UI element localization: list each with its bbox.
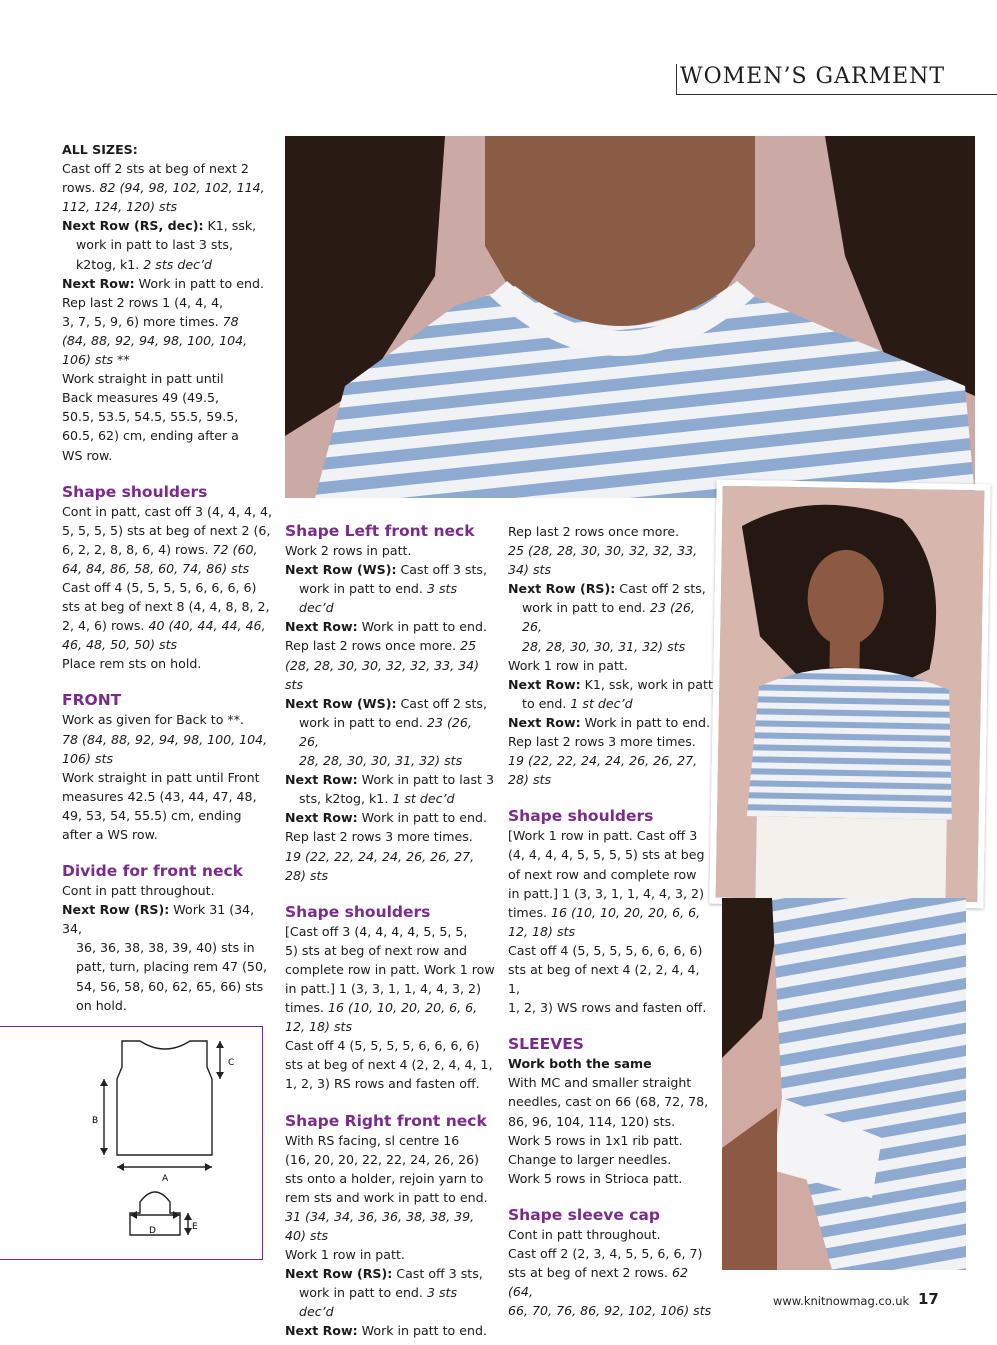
text-line: Back measures 49 (49.5, — [62, 390, 220, 406]
text-line: work in patt to end. — [299, 1285, 427, 1301]
stitch-count: 1 st dec’d — [570, 695, 633, 711]
text-line: Cast off 2 (2, 3, 4, 5, 5, 6, 6, 7) — [508, 1246, 703, 1261]
stitch-count: (84, 88, 92, 94, 98, 100, 104, — [62, 332, 248, 348]
stitch-count: 19 (22, 22, 24, 24, 26, 26, 27, — [508, 753, 698, 769]
text-line: Work straight in patt until — [62, 371, 224, 387]
row-label: Next Row (WS): — [285, 695, 397, 711]
text-line: WS row. — [62, 447, 113, 463]
text-line: work in patt to end. — [299, 714, 427, 730]
stitch-count: 64, 84, 86, 58, 60, 74, 86) sts — [62, 560, 250, 576]
stitch-count: 25 — [460, 638, 477, 654]
stitch-count: 28) sts — [508, 772, 552, 788]
text-line: of next row and complete row — [508, 866, 697, 882]
text-line: Work in patt to end. — [580, 714, 710, 730]
text-line: Work in patt to end. — [357, 810, 487, 826]
text-line: work in patt to end. — [522, 600, 650, 616]
text-line: [Work 1 row in patt. Cast off 3 — [508, 828, 698, 844]
text-line: times. — [285, 1000, 329, 1016]
text-line: Work in patt to end. — [357, 1323, 487, 1339]
section-title: WOMEN’S GARMENT — [680, 64, 946, 89]
label-e: E — [192, 1222, 198, 1232]
row-label: Next Row: — [285, 810, 358, 826]
text-line: work in patt to end. — [299, 581, 427, 597]
text-line: Work in patt to last 3 — [357, 772, 494, 788]
stitch-count: 34) sts — [508, 562, 552, 578]
text-line: work in patt to last 3 sts, — [76, 237, 233, 253]
stitch-count: 3 sts dec’d — [299, 1285, 458, 1320]
text-line: (4, 4, 4, 4, 5, 5, 5, 5) sts at beg — [508, 847, 705, 863]
text-line: Cont in patt throughout. — [62, 883, 215, 899]
text-line: rem sts and work in patt to end. — [285, 1189, 488, 1205]
stitch-count: 40) sts — [285, 1228, 329, 1243]
text-line: Cast off 4 (5, 5, 5, 5, 6, 6, 6, 6) — [285, 1038, 480, 1054]
text-line: sts at beg of next 4 (2, 2, 4, 4, 1, — [508, 961, 700, 997]
text-line: 60.5, 62) cm, ending after a — [62, 428, 239, 444]
text-line: 36, 36, 38, 38, 39, 40) sts in — [76, 940, 255, 956]
text-line: Rep last 2 rows 1 (4, 4, 4, — [62, 294, 224, 310]
row-label: Next Row: — [508, 676, 581, 692]
row-label: Next Row (RS, dec): — [62, 218, 204, 234]
stitch-count: 46, 48, 50, 50) sts — [62, 637, 178, 653]
text-line: Cast off 4 (5, 5, 5, 5, 6, 6, 6, 6) — [62, 579, 257, 595]
text-line: Work 2 rows in patt. — [285, 543, 412, 558]
column-3 — [508, 522, 713, 1320]
text-line: Change to larger needles. — [508, 1151, 672, 1167]
stitch-count: 28) sts — [285, 867, 329, 883]
row-label: Next Row (WS): — [285, 562, 397, 578]
text-line: to end. — [522, 695, 571, 711]
page-number: 17 — [918, 1290, 939, 1308]
label-b: B — [92, 1116, 99, 1126]
stitch-count: 1 st dec’d — [392, 791, 455, 807]
stitch-count: 106) sts — [62, 750, 114, 766]
text-line: 86, 96, 104, 114, 120) sts. — [508, 1113, 676, 1129]
row-label: Next Row (RS): — [285, 1266, 393, 1282]
text-line: Cast off 2 sts, — [396, 695, 487, 711]
row-label: Next Row (RS): — [508, 581, 616, 597]
row-label: Next Row: — [508, 714, 581, 730]
text-line: on hold. — [76, 997, 127, 1013]
text-line: Place rem sts on hold. — [62, 656, 202, 672]
text-line: Cast off 4 (5, 5, 5, 5, 6, 6, 6, 6) — [508, 942, 703, 958]
stitch-count: (28, 28, 30, 30, 32, 32, 33, 34) sts — [285, 657, 480, 692]
stitch-count: 12, 18) sts — [508, 923, 576, 939]
text-line: 6, 2, 2, 8, 8, 6, 4) rows. — [62, 541, 213, 557]
text-line: patt, turn, placing rem 47 (50, — [76, 959, 267, 975]
stitch-count: 112, 124, 120) sts — [62, 199, 178, 215]
text-line: Cont in patt throughout. — [508, 1226, 661, 1242]
text-line: K1, ssk, work in patt — [580, 676, 713, 692]
schematic-drawing — [0, 1027, 262, 1259]
column-2 — [285, 521, 495, 1341]
row-label: Next Row: — [285, 619, 358, 635]
heading-shape-shoulders: Shape shoulders — [285, 902, 431, 921]
text-line: needles, cast on 66 (68, 72, 78, — [508, 1094, 709, 1110]
text-line: 1, 2, 3) WS rows and fasten off. — [508, 1000, 707, 1016]
text-line: Work straight in patt until Front — [62, 769, 260, 785]
text-line: Rep last 2 rows once more. — [285, 638, 461, 654]
text-line: measures 42.5 (43, 44, 47, 48, — [62, 788, 257, 804]
row-label: Next Row: — [285, 1323, 358, 1339]
stitch-count: 62 (64, — [508, 1265, 689, 1300]
text-line: With RS facing, sl centre 16 — [285, 1132, 460, 1148]
stitch-count: 12, 18) sts — [285, 1019, 353, 1035]
stitch-count: 3 sts dec’d — [299, 581, 458, 616]
text-line: Work as given for Back to **. — [62, 712, 244, 728]
text-line: 3, 7, 5, 9, 6) more times. — [62, 313, 223, 329]
stitch-count: 106) sts ** — [62, 352, 130, 368]
text-line: Cast off 3 sts, — [396, 562, 487, 578]
heading-shape-shoulders: Shape shoulders — [508, 807, 654, 826]
heading-shape-left-front-neck: Shape Left front neck — [285, 522, 475, 540]
text-line: Rep last 2 rows 3 more times. — [508, 734, 696, 750]
subheading-work-both: Work both the same — [508, 1056, 652, 1072]
heading-shape-right-front-neck: Shape Right front neck — [285, 1111, 487, 1130]
heading-shape-sleeve-cap: Shape sleeve cap — [508, 1205, 660, 1224]
stitch-count: 78 (84, 88, 92, 94, 98, 100, 104, — [62, 731, 268, 747]
text-line: sts onto a holder, rejoin yarn to — [285, 1170, 484, 1186]
stitch-count: 16 (10, 10, 20, 20, 6, 6, — [551, 904, 701, 920]
text-line: 5, 5, 5, 5) sts at beg of next 2 (6, — [62, 522, 271, 538]
text-line: Rep last 2 rows 3 more times. — [285, 829, 473, 845]
row-label: Next Row (RS): — [62, 902, 170, 918]
text-line: 1, 2, 3) RS rows and fasten off. — [285, 1076, 480, 1092]
column-1 — [62, 140, 277, 1015]
stitch-count: 19 (22, 22, 24, 24, 26, 26, 27, — [285, 848, 475, 864]
stitch-count: 66, 70, 76, 86, 92, 102, 106) sts — [508, 1303, 712, 1319]
text-line: rows. — [62, 180, 100, 196]
text-line: Cont in patt, cast off 3 (4, 4, 4, 4, — [62, 503, 273, 519]
label-d: D — [149, 1226, 156, 1236]
text-line: times. — [508, 904, 552, 920]
heading-divide-front-neck: Divide for front neck — [62, 862, 243, 881]
photo-sleeve — [722, 898, 966, 1270]
stitch-count: 23 (26, 26, — [522, 600, 695, 635]
stitch-count: 72 (60, — [212, 541, 258, 557]
stitch-count: 78 — [222, 313, 239, 329]
text-line: 5) sts at beg of next row and — [285, 942, 468, 958]
text-line: [Cast off 3 (4, 4, 4, 4, 5, 5, 5, — [285, 923, 468, 939]
text-line: k2tog, k1. — [76, 256, 144, 272]
stitch-count: 2 sts dec’d — [143, 256, 213, 272]
text-line: K1, ssk, — [203, 218, 257, 234]
text-line: Work 31 (34, 34, — [62, 902, 255, 937]
text-line: Rep last 2 rows once more. — [508, 524, 680, 539]
heading-shape-shoulders: Shape shoulders — [62, 482, 208, 501]
heading-sleeves: SLEEVES — [508, 1035, 584, 1054]
photo-neckline — [285, 136, 975, 498]
photo-model — [709, 480, 990, 909]
text-line: sts at beg of next 8 (4, 4, 8, 8, 2, — [62, 599, 270, 615]
label-c: C — [228, 1058, 235, 1068]
text-line: With MC and smaller straight — [508, 1075, 692, 1091]
text-line: Work 5 rows in Strioca patt. — [508, 1170, 683, 1186]
stitch-count: 28, 28, 30, 30, 31, 32) sts — [522, 638, 686, 654]
text-line: (16, 20, 20, 22, 22, 24, 26, 26) — [285, 1151, 480, 1167]
photo-neckline-illustration — [285, 136, 975, 498]
text-line: Cast off 2 sts, — [615, 581, 706, 597]
stitch-count: 40 (40, 44, 44, 46, — [148, 618, 266, 634]
text-line: Work 5 rows in 1x1 rib patt. — [508, 1132, 683, 1148]
text-line: Cast off 3 sts, — [392, 1266, 483, 1282]
stitch-count: 16 (10, 10, 20, 20, 6, 6, — [328, 1000, 478, 1016]
stitch-count: 31 (34, 34, 36, 36, 38, 38, 39, — [285, 1208, 475, 1224]
row-label: Next Row: — [62, 275, 135, 291]
text-line: 54, 56, 58, 60, 62, 65, 66) sts — [76, 978, 264, 994]
text-line: sts at beg of next 2 rows. — [508, 1265, 672, 1281]
header-rule-vertical — [676, 64, 677, 94]
stitch-count: 23 (26, 26, — [299, 714, 472, 749]
photo-sleeve-illustration — [722, 898, 966, 1270]
text-line: Cast off 2 sts at beg of next 2 — [62, 161, 249, 177]
text-line: in patt.] 1 (3, 3, 1, 1, 4, 4, 3, 2) — [508, 885, 704, 901]
text-line: Work 1 row in patt. — [285, 1247, 405, 1263]
schematic-diagram — [0, 1026, 263, 1260]
all-sizes-label: ALL SIZES: — [62, 142, 138, 157]
label-a: A — [162, 1174, 169, 1184]
row-label: Next Row: — [285, 772, 358, 788]
text-line: complete row in patt. Work 1 row — [285, 961, 495, 977]
text-line: Work in patt to end. — [134, 275, 264, 291]
footer-url[interactable]: www.knitnowmag.co.uk — [773, 1294, 910, 1308]
text-line: Work 1 row in patt. — [508, 657, 628, 673]
text-line: 49, 53, 54, 55.5) cm, ending — [62, 807, 242, 823]
text-line: Work in patt to end. — [357, 619, 487, 635]
photo-model-illustration — [715, 486, 984, 903]
text-line: 50.5, 53.5, 54.5, 55.5, 59.5, — [62, 409, 239, 425]
stitch-count: 28, 28, 30, 30, 31, 32) sts — [299, 753, 463, 769]
stitch-count: 82 (94, 98, 102, 102, 114, — [99, 180, 265, 196]
text-line: after a WS row. — [62, 827, 158, 842]
stitch-count: 25 (28, 28, 30, 30, 32, 32, 33, — [508, 543, 698, 559]
text-line: in patt.] 1 (3, 3, 1, 1, 4, 4, 3, 2) — [285, 980, 481, 996]
text-line: 2, 4, 6) rows. — [62, 618, 149, 634]
text-line: sts at beg of next 4 (2, 2, 4, 4, 1, — [285, 1057, 493, 1073]
heading-front: FRONT — [62, 691, 122, 710]
text-line: sts, k2tog, k1. — [299, 791, 393, 807]
